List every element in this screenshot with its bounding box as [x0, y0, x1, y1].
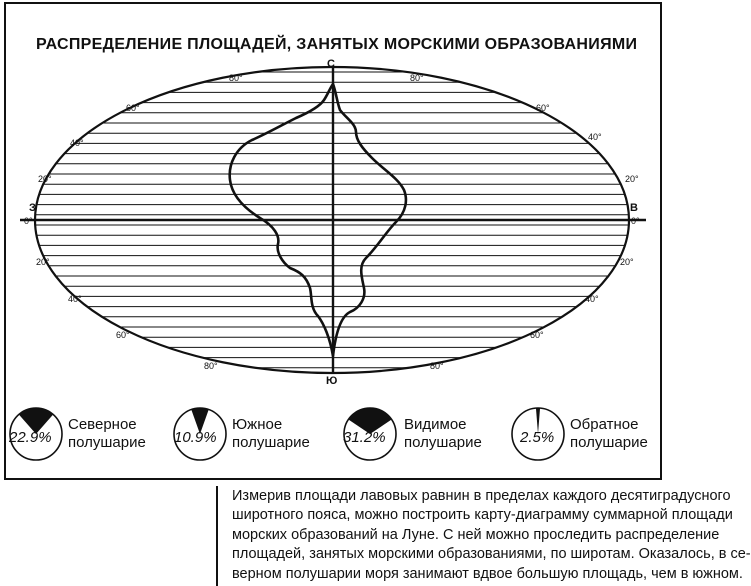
pie-south	[170, 404, 330, 460]
pie-name-line1: Северное	[68, 416, 137, 433]
caption-line: верном полушарии моря занимают вдвое большую площадь, чем в южном.	[232, 565, 743, 582]
pie-name-line2: полушарие	[404, 434, 482, 451]
equator-label: 0°	[24, 216, 33, 226]
lat-label-n20: 20°	[625, 174, 639, 184]
equator-label: 0°	[631, 216, 640, 226]
pie-percent: 2.5%	[520, 429, 555, 446]
pie-near-side	[340, 404, 500, 460]
figure-title: РАСПРЕДЕЛЕНИЕ ПЛОЩАДЕЙ, ЗАНЯТЫХ МОРСКИМИ ОБРАЗОВАНИЯМИ	[36, 36, 638, 53]
pie-far-side	[508, 404, 664, 460]
lat-label-s60: 60°	[530, 330, 544, 340]
caption-rule	[216, 486, 218, 586]
lat-label-n60: 60°	[536, 103, 550, 113]
caption-line: широтного пояса, можно построить карту-диаграмму суммарной площади	[232, 507, 733, 524]
pie-name-line1: Южное	[232, 416, 283, 433]
lat-label-n80: 80°	[410, 73, 424, 83]
caption-line: Измерив площади лавовых равнин в пределах каждого десятиградусного	[232, 488, 731, 504]
lat-label-n40: 40°	[70, 138, 84, 148]
lat-label-s40: 40°	[68, 294, 82, 304]
pie-name-line2: полушарие	[570, 434, 648, 451]
pie-percent: 10.9%	[174, 429, 217, 446]
lat-label-n80: 80°	[229, 73, 243, 83]
lat-label-n20: 20°	[38, 174, 52, 184]
lat-label-s20: 20°	[620, 257, 634, 267]
lat-label-n40: 40°	[588, 132, 602, 142]
pie-percent: 31.2%	[343, 429, 386, 446]
caption-line: площадей, занятых морскими образованиями, по широтам. Оказалось, в се-	[232, 546, 751, 563]
south-label: Ю	[326, 375, 338, 387]
lat-label-s60: 60°	[116, 330, 130, 340]
lat-label-s80: 80°	[204, 361, 218, 371]
lat-label-n60: 60°	[126, 103, 140, 113]
pie-name-line2: полушарие	[232, 434, 310, 451]
lat-label-s40: 40°	[585, 294, 599, 304]
pie-north	[6, 404, 166, 460]
pie-name-line2: полушарие	[68, 434, 146, 451]
west-label: З	[29, 202, 36, 214]
pie-name-line1: Обратное	[570, 416, 639, 433]
lat-label-s80: 80°	[430, 361, 444, 371]
north-label: С	[327, 58, 335, 70]
pie-name-line1: Видимое	[404, 416, 467, 433]
east-label: В	[630, 202, 638, 214]
caption-text	[232, 487, 751, 584]
lat-label-s20: 20°	[36, 257, 50, 267]
pie-percent: 22.9%	[9, 429, 52, 446]
caption-line: морских образований на Луне. С ней можно проследить распределение	[232, 526, 720, 543]
